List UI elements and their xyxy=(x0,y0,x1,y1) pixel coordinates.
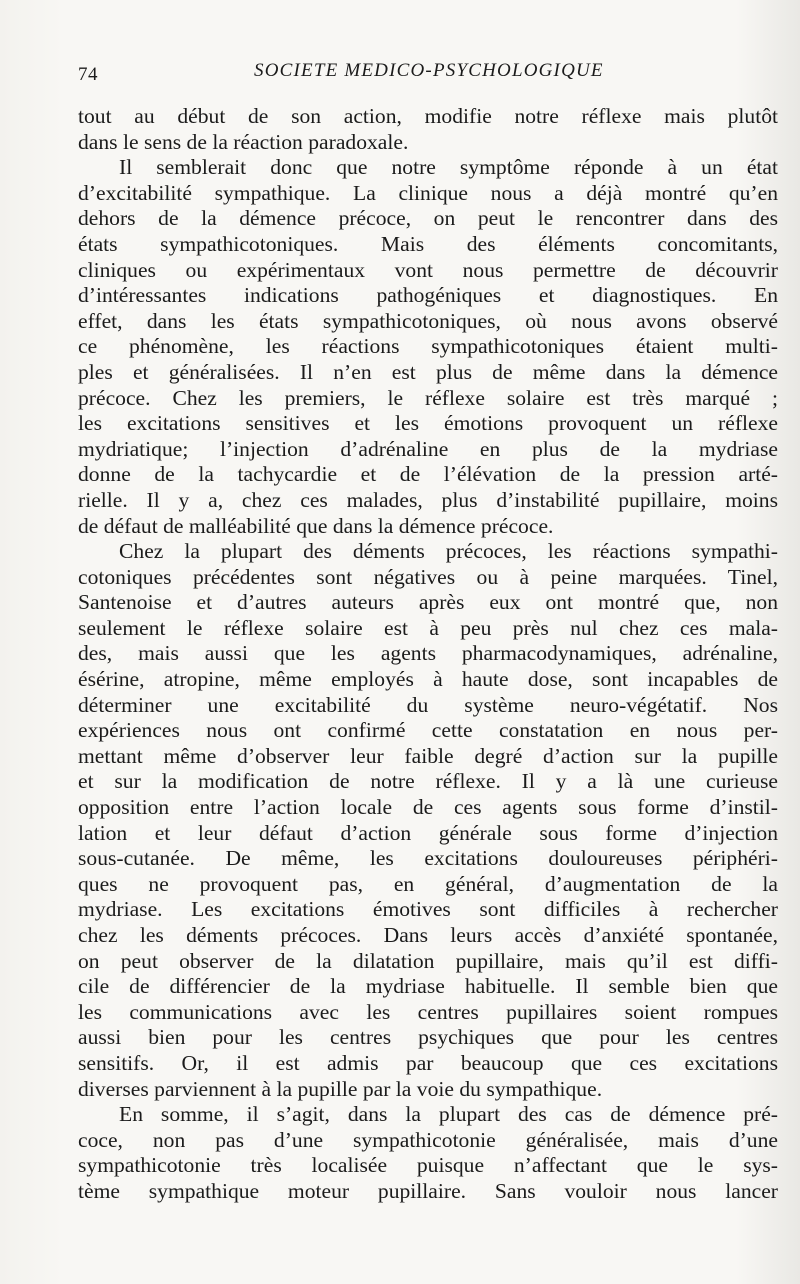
text-line: sous-cutanée. De même, les excitations douloureuses périphéri- xyxy=(78,846,778,871)
text-line: aussi bien pour les centres psychiques que pour les centres xyxy=(78,1025,778,1050)
text-line: sympathicotonie très localisée puisque n’affectant que le sys- xyxy=(78,1153,778,1178)
text-line: rielle. Il y a, chez ces malades, plus d’instabilité pupillaire, moins xyxy=(78,487,778,512)
text-line: ce phénomène, les réactions sympathicotoniques étaient multi- xyxy=(78,334,778,359)
text-line: diverses parviennent à la pupille par la voie du sympathique. xyxy=(78,1076,603,1101)
text-line: les communications avec les centres pupillaires soient rompues xyxy=(78,999,778,1024)
text-line: effet, dans les états sympathicotoniques, où nous avons observé xyxy=(78,308,778,333)
text-line: tème sympathique moteur pupillaire. Sans vouloir nous lancer xyxy=(78,1178,778,1203)
text-line: des, mais aussi que les agents pharmacodynamiques, adrénaline, xyxy=(78,641,778,666)
text-line: ples et généralisées. Il n’en est plus de même dans la démence xyxy=(78,359,778,384)
text-line: cliniques ou expérimentaux vont nous permettre de découvrir xyxy=(78,257,778,282)
text-line: chez les déments précoces. Dans leurs accès d’anxiété spontanée, xyxy=(78,923,778,947)
text-line: lation et leur défaut d’action générale sous forme d’injection xyxy=(78,820,778,845)
text-line: expériences nous ont confirmé cette constatation en nous per- xyxy=(78,718,778,743)
text-line: et sur la modification de notre réflexe. Il y a là une curieuse xyxy=(78,769,778,794)
running-title: SOCIETE MEDICO-PSYCHOLOGIQUE xyxy=(254,60,604,81)
text-line: Santenoise et d’autres auteurs après eux ont montré que, non xyxy=(78,590,778,615)
page-number: 74 xyxy=(78,64,98,85)
text-line: donne de la tachycardie et de l’élévation de la pression arté- xyxy=(78,462,778,487)
text-line: ques ne provoquent pas, en général, d’augmentation de la xyxy=(78,871,778,896)
text-line: sensitifs. Or, il est admis par beaucoup que ces excitations xyxy=(78,1050,778,1075)
text-line: mettant même d’observer leur faible degré d’action sur la pupille xyxy=(78,743,778,768)
text-line: opposition entre l’action locale de ces agents sous forme d’instil- xyxy=(78,795,778,820)
text-line: de défaut de malléabilité que dans la démence précoce. xyxy=(78,513,554,538)
text-line: mydriatique; l’injection d’adrénaline en plus de la mydriase xyxy=(78,436,778,461)
text-line: cile de différencier de la mydriase habituelle. Il semble bien que xyxy=(78,974,778,999)
text-line: coce, non pas d’une sympathicotonie généralisée, mais d’une xyxy=(78,1127,778,1152)
text-line: dans le sens de la réaction paradoxale. xyxy=(78,129,409,154)
text-line: états sympathicotoniques. Mais des éléments concomitants, xyxy=(78,231,778,256)
page-header xyxy=(78,58,778,88)
text-line: déterminer une excitabilité du système neuro-végétatif. Nos xyxy=(78,692,778,717)
text-line: d’excitabilité sympathique. La clinique nous a déjà montré qu’en xyxy=(78,180,778,205)
text-line: on peut observer de la dilatation pupillaire, mais qu’il est diffi- xyxy=(78,948,778,973)
text-line: dehors de la démence précoce, on peut le rencontrer dans des xyxy=(78,206,778,231)
text-line: mydriase. Les excitations émotives sont difficiles à rechercher xyxy=(78,897,778,922)
text-line: Chez la plupart des déments précoces, les réactions sympathi- xyxy=(119,539,778,564)
text-line: cotoniques précédentes sont négatives ou à peine marquées. Tinel, xyxy=(78,564,778,589)
text-line: les excitations sensitives et les émotions provoquent un réflexe xyxy=(78,411,778,436)
text-line: précoce. Chez les premiers, le réflexe solaire est très marqué ; xyxy=(78,385,778,410)
text-line: d’intéressantes indications pathogéniques et diagnostiques. En xyxy=(78,283,778,308)
body-text xyxy=(78,104,778,1205)
text-line: tout au début de son action, modifie notre réflexe mais plutôt xyxy=(78,104,778,128)
text-line: seulement le réflexe solaire est à peu près nul chez ces mala- xyxy=(78,615,778,640)
text-line: En somme, il s’agit, dans la plupart des cas de démence pré- xyxy=(119,1102,778,1127)
text-line: Il semblerait donc que notre symptôme réponde à un état xyxy=(119,155,778,180)
text-line: ésérine, atropine, même employés à haute dose, sont incapables de xyxy=(78,667,778,692)
